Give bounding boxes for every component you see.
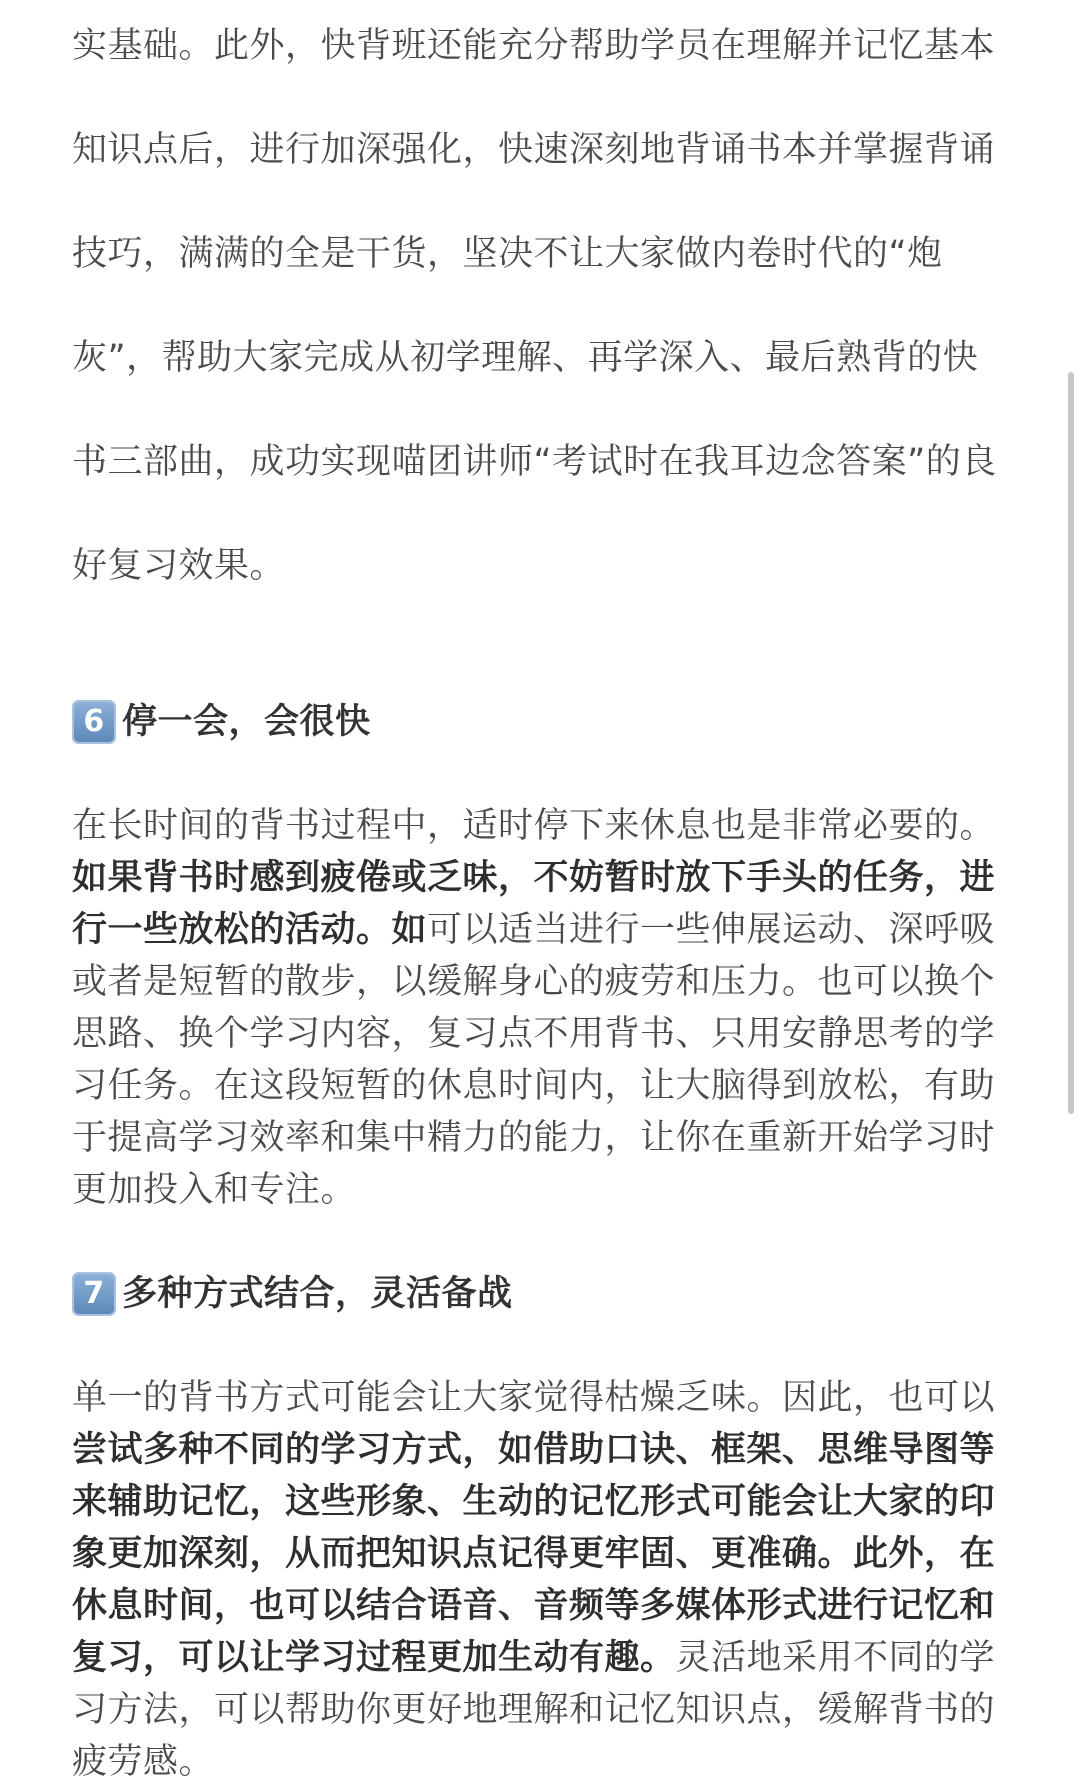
vertical-scrollbar[interactable] <box>1068 372 1074 1114</box>
intro-line: 知识点后，进行加深强化，快速深刻地背诵书本并掌握背诵 <box>72 130 996 170</box>
intro-line: 书三部曲，成功实现喵团讲师“考试时在我耳边念答案”的良 <box>72 442 997 482</box>
section-7-paragraph <box>72 1372 1008 1788</box>
section-6-text: 可以适当进行一些伸展运动、深呼吸或者是短暂的散步，以缓解身心的疲劳和压力。也可以换个思路、换个学习内容，复习点不用背书、只用安静思考的学习任务。在这段短暂的休息时间内，让大脑得到放松，有助于提高学习效率和集中精力的能力，让你在重新开始学习时更加投入和专注。 <box>72 910 996 1210</box>
section-6-heading <box>72 696 1008 748</box>
section-6-paragraph <box>72 800 1008 1216</box>
section-7-title: 多种方式结合，灵活备战 <box>122 1274 513 1314</box>
number-7-keycap-icon: 7 <box>72 1272 116 1316</box>
intro-paragraph <box>72 0 1008 644</box>
section-7-text: 单一的背书方式可能会让大家觉得枯燥乏味。因此，也可以 <box>72 1378 996 1418</box>
section-7-text: 灵活地采用不同的学习方法，可以帮助你更好地理解和记忆知识点，缓解背书的疲劳感。 <box>72 1638 996 1782</box>
section-6-title: 停一会，会很快 <box>122 702 371 742</box>
number-6-keycap-icon: 6 <box>72 700 116 744</box>
article-body <box>72 0 1008 1788</box>
intro-line: 技巧，满满的全是干货，坚决不让大家做内卷时代的“炮 <box>72 234 943 274</box>
intro-line: 灰”，帮助大家完成从初学理解、再学深入、最后熟背的快 <box>72 338 979 378</box>
section-7-heading <box>72 1268 1008 1320</box>
section-6-text: 在长时间的背书过程中，适时停下来休息也是非常必要的。 <box>72 806 996 846</box>
section-7-bold-text: 尝试多种不同的学习方式，如借助口诀、框架、思维导图等来辅助记忆，这些形象、生动的记忆形式可能会让大家的印象更加深刻，从而把知识点记得更牢固、更准确。此外，在休息时间，也可以结合语音、音频等多媒体形式进行记忆和复习，可以让学习过程更加生动有趣。 <box>72 1430 996 1678</box>
intro-line: 好复习效果。 <box>72 546 286 586</box>
section-6-bold-text: 如果背书时感到疲倦或乏味，不妨暂时放下手头的任务，进行一些放松的活动。如 <box>72 858 996 950</box>
intro-line: 实基础。此外，快背班还能充分帮助学员在理解并记忆基本 <box>72 26 996 66</box>
